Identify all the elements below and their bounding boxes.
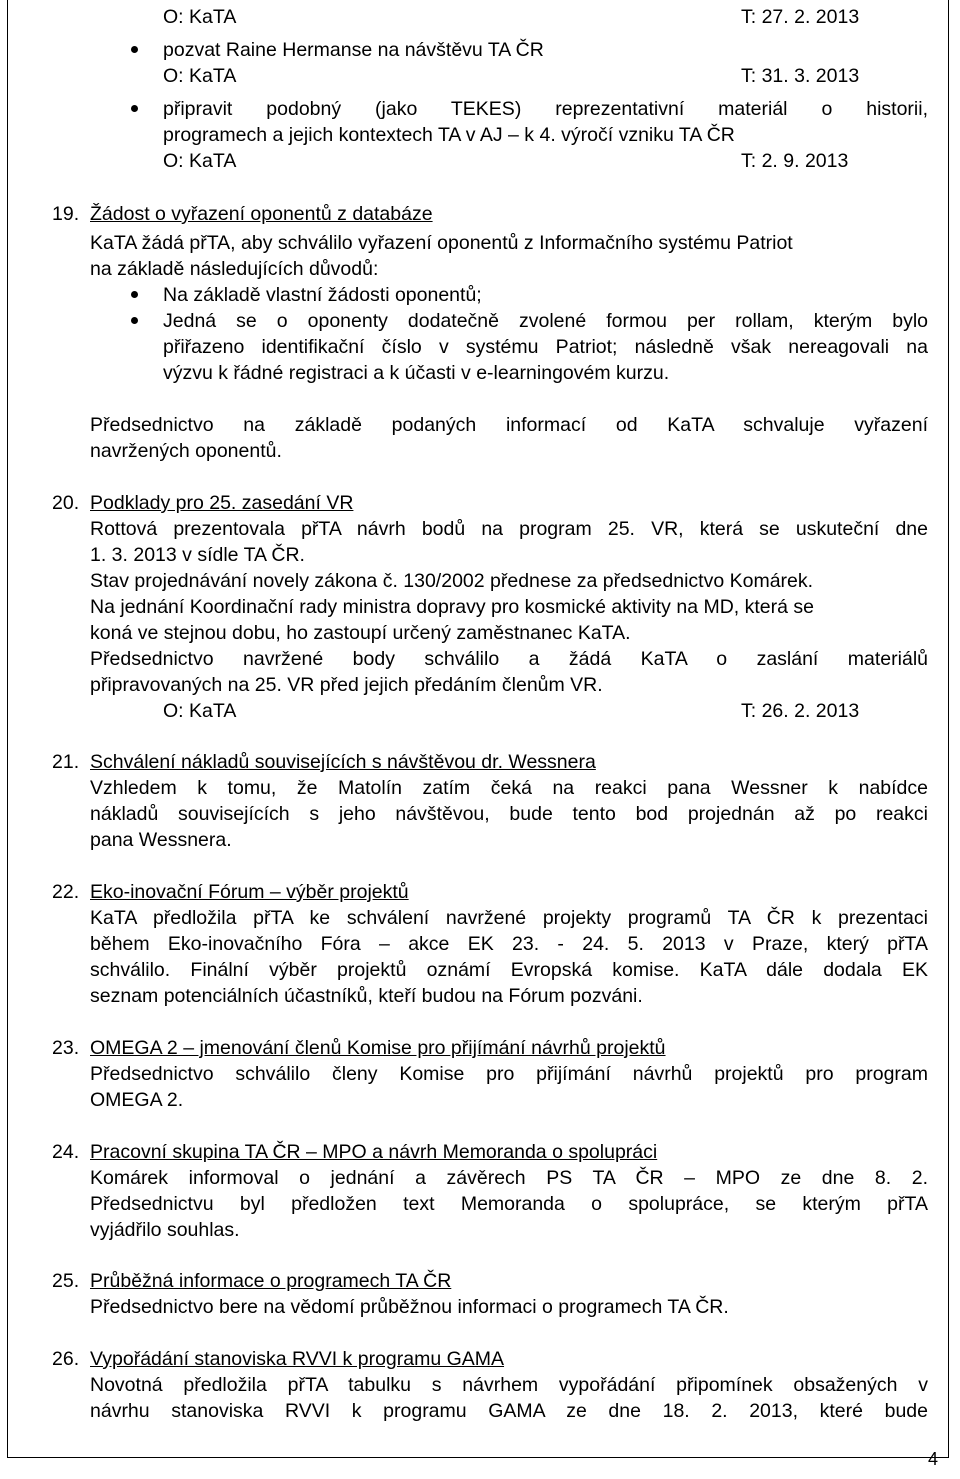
- paragraph-line: Novotná předložila přTA tabulku s návrhem vypořádání připomínek obsažených v: [90, 1374, 928, 1396]
- bullet-icon: [131, 291, 138, 298]
- bullet-icon: [131, 317, 138, 324]
- paragraph-line: OMEGA 2.: [90, 1089, 184, 1111]
- paragraph-line: Předsednictvo na základě podaných informací od KaTA schvaluje vyřazení: [90, 414, 928, 436]
- item-heading: Schválení nákladů souvisejících s návštěvou dr. Wessnera: [90, 751, 596, 773]
- paragraph-line: Komárek informoval o jednání a závěrech PS TA ČR – MPO ze dne 8. 2.: [90, 1167, 928, 1189]
- paragraph-line: seznam potenciálních účastníků, kteří budou na Fórum pozváni.: [90, 985, 643, 1007]
- paragraph-line: připravovaných na 25. VR před jejich předáním členům VR.: [90, 674, 603, 696]
- task-text: připravit podobný (jako TEKES) reprezentativní materiál o historii,: [163, 98, 928, 120]
- item-heading: Eko-inovační Fórum – výběr projektů: [90, 881, 409, 903]
- paragraph-line: během Eko-inovačního Fóra – akce EK 23. - 24. 5. 2013 v Praze, který přTA: [90, 933, 928, 955]
- paragraph-line: Rottová prezentovala přTA návrh bodů na program 25. VR, která se uskuteční dne: [90, 518, 928, 540]
- task-deadline: T: 27. 2. 2013: [741, 6, 860, 28]
- paragraph-line: nákladů souvisejících s jeho návštěvou, bude tento bod projednán až po reakci: [90, 803, 928, 825]
- paragraph-line: Předsednictvo navržené body schválilo a žádá KaTA o zaslání materiálů: [90, 648, 928, 670]
- paragraph-line: KaTA žádá přTA, aby schválilo vyřazení oponentů z Informačního systému Patriot: [90, 232, 793, 254]
- task-deadline: T: 2. 9. 2013: [741, 150, 849, 172]
- item-heading: Pracovní skupina TA ČR – MPO a návrh Memoranda o spolupráci: [90, 1141, 658, 1163]
- item-number: 20.: [52, 492, 80, 514]
- item-number: 19.: [52, 203, 80, 225]
- item-number: 21.: [52, 751, 80, 773]
- paragraph-line: koná ve stejnou dobu, ho zastoupí určený zaměstnanec KaTA.: [90, 622, 631, 644]
- bullet-text: výzvu k řádné registraci a k účasti v e-learningovém kurzu.: [163, 362, 670, 384]
- bullet-icon: [131, 46, 138, 53]
- paragraph-line: KaTA předložila přTA ke schválení navržené projekty programů TA ČR k prezentaci: [90, 907, 928, 929]
- item-heading: OMEGA 2 – jmenování členů Komise pro přijímání návrhů projektů: [90, 1037, 666, 1059]
- item-heading: Podklady pro 25. zasedání VR: [90, 492, 354, 514]
- paragraph-line: 1. 3. 2013 v sídle TA ČR.: [90, 544, 305, 566]
- item-heading: Vypořádání stanoviska RVVI k programu GAMA: [90, 1348, 505, 1370]
- bullet-icon: [131, 105, 138, 112]
- bullet-text: Jedná se o oponenty dodatečně zvolené formou per rollam, kterým bylo: [163, 310, 928, 332]
- paragraph-line: Předsednictvo schválilo členy Komise pro přijímání návrhů projektů pro program: [90, 1063, 928, 1085]
- item-number: 22.: [52, 881, 80, 903]
- bullet-text: Na základě vlastní žádosti oponentů;: [163, 284, 482, 306]
- task-owner: O: KaTA: [163, 6, 237, 28]
- paragraph-line: schválilo. Finální výběr projektů oznámí Evropská komise. KaTA dále dodala EK: [90, 959, 928, 981]
- task-deadline: T: 26. 2. 2013: [741, 700, 860, 722]
- task-text: programech a jejich kontextech TA v AJ – k 4. výročí vzniku TA ČR: [163, 124, 735, 146]
- task-owner: O: KaTA: [163, 700, 237, 722]
- item-heading: Žádost o vyřazení oponentů z databáze: [90, 203, 433, 225]
- task-owner: O: KaTA: [163, 150, 237, 172]
- paragraph-line: Stav projednávání novely zákona č. 130/2002 přednese za předsednictvo Komárek.: [90, 570, 814, 592]
- page-number: 4: [928, 1449, 939, 1469]
- paragraph-line: na základě následujících důvodů:: [90, 258, 379, 280]
- task-deadline: T: 31. 3. 2013: [741, 65, 860, 87]
- item-number: 25.: [52, 1270, 80, 1292]
- paragraph-line: návrhu stanoviska RVVI k programu GAMA ze dne 18. 2. 2013, které bude: [90, 1400, 928, 1422]
- bullet-text: přiřazeno identifikační číslo v systému Patriot; následně však nereagovali na: [163, 336, 928, 358]
- paragraph-line: Předsednictvo bere na vědomí průběžnou informaci o programech TA ČR.: [90, 1296, 729, 1318]
- paragraph-line: Předsednictvu byl předložen text Memoranda o spolupráce, se kterým přTA: [90, 1193, 928, 1215]
- item-number: 24.: [52, 1141, 80, 1163]
- paragraph-line: pana Wessnera.: [90, 829, 232, 851]
- task-owner: O: KaTA: [163, 65, 237, 87]
- paragraph-line: Na jednání Koordinační rady ministra dopravy pro kosmické aktivity na MD, která se: [90, 596, 814, 618]
- paragraph-line: Vzhledem k tomu, že Matolín zatím čeká na reakci pana Wessner k nabídce: [90, 777, 928, 799]
- paragraph-line: navržených oponentů.: [90, 440, 282, 462]
- item-number: 26.: [52, 1348, 80, 1370]
- task-text: pozvat Raine Hermanse na návštěvu TA ČR: [163, 39, 544, 61]
- item-number: 23.: [52, 1037, 80, 1059]
- item-heading: Průběžná informace o programech TA ČR: [90, 1270, 452, 1292]
- paragraph-line: vyjádřilo souhlas.: [90, 1219, 240, 1241]
